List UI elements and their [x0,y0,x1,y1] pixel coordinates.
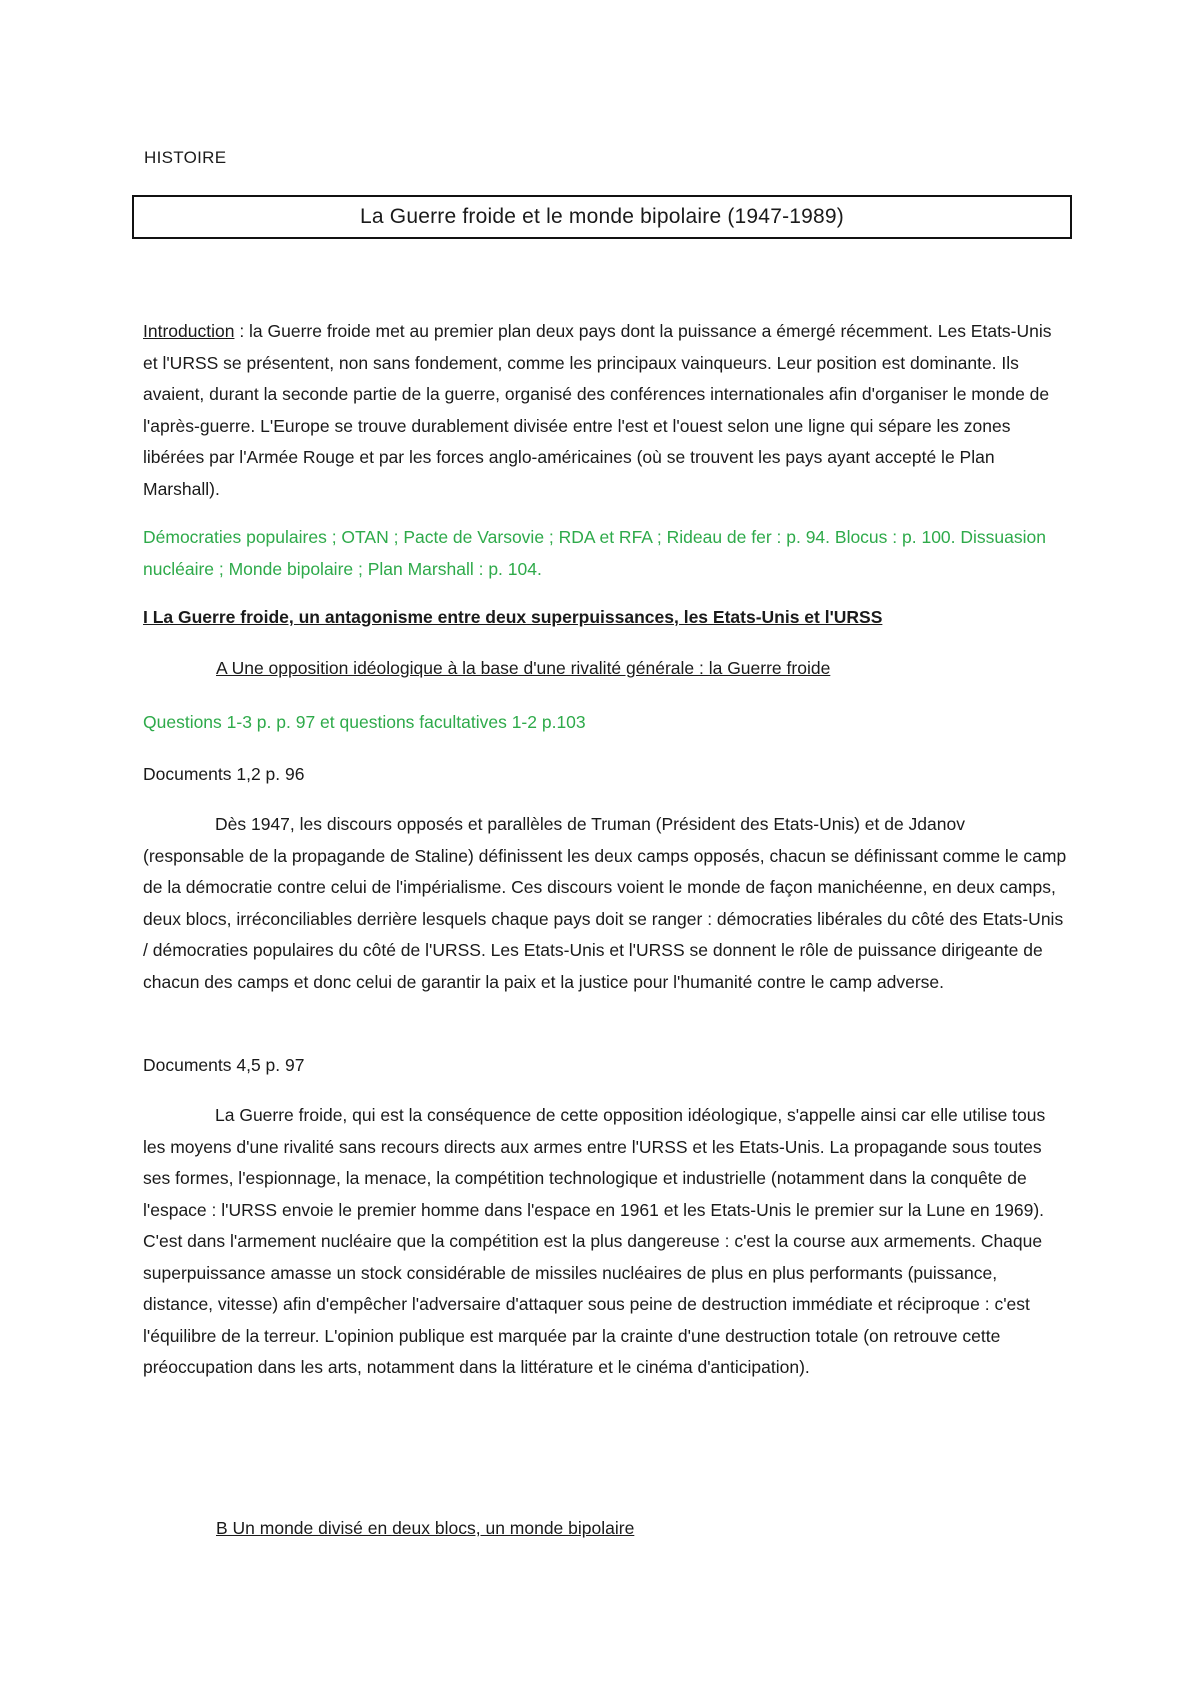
section-a-heading: A Une opposition idéologique à la base d'une rivalité générale : la Guerre froide [216,658,831,678]
keywords-paragraph: Démocraties populaires ; OTAN ; Pacte de Varsovie ; RDA et RFA ; Rideau de fer : p. 94. Blocus : p. 100. Dissuasion nucléaire ; Monde bipolaire ; Plan Marshall : p. 104. [143,527,1046,579]
intro-text: : la Guerre froide met au premier plan deux pays dont la puissance a émergé récemment. Les Etats-Unis et l'URSS se présentent, non sans fondement, comme les principaux vainqueurs. Leur position est dominante. Ils avaient, durant la seconde partie de la guerre, organisé des conférences internationales afin d'organiser le monde de l'après-guerre. L'Europe se trouve durablement divisée entre l'est et l'ouest selon une ligne qui sépare les zones libérées par l'Armée Rouge et par les forces anglo-américaines (où se trouvent les pays ayant accepté le Plan Marshall). [143,321,1052,499]
questions-line: Questions 1-3 p. p. 97 et questions facultatives 1-2 p.103 [143,712,586,732]
subject-label: HISTOIRE [144,148,227,167]
paragraph-1: Dès 1947, les discours opposés et parallèles de Truman (Président des Etats-Unis) et de Jdanov (responsable de la propagande de Staline) définissent les deux camps opposés, chacun se définissant comme le camp de la démocratie contre celui de l'impérialisme. Ces discours voient le monde de façon manichéenne, en deux camps, deux blocs, irréconciliables derrière lesquels chaque pays doit se ranger : démocraties libérales du côté des Etats-Unis / démocraties populaires du côté de l'URSS. Les Etats-Unis et l'URSS se donnent le rôle de puissance dirigeante de chacun des camps et donc celui de garantir la paix et la justice pour l'humanité contre le camp adverse. [143,814,1067,992]
intro-label: Introduction [143,321,235,341]
document-title: La Guerre froide et le monde bipolaire (1947-1989) [360,205,844,228]
section-i-heading: I La Guerre froide, un antagonisme entre deux superpuissances, les Etats-Unis et l'URSS [143,607,883,627]
documents-ref-1: Documents 1,2 p. 96 [143,764,305,784]
intro-paragraph [143,316,1068,505]
title-box [132,195,1072,239]
section-b-heading: B Un monde divisé en deux blocs, un monde bipolaire [216,1518,635,1538]
paragraph-2: La Guerre froide, qui est la conséquence de cette opposition idéologique, s'appelle ainsi car elle utilise tous les moyens d'une rivalité sans recours directs aux armes entre l'URSS et les Etats-Unis. La propagande sous toutes ses formes, l'espionnage, la menace, la compétition technologique et industrielle (notamment dans la conquête de l'espace : l'URSS envoie le premier homme dans l'espace en 1961 et les Etats-Unis le premier sur la Lune en 1969). C'est dans l'armement nucléaire que la compétition est la plus dangereuse : c'est la course aux armements. Chaque superpuissance amasse un stock considérable de missiles nucléaires de plus en plus performants (puissance, distance, vitesse) afin d'empêcher l'adversaire d'attaquer sous peine de destruction immédiate et réciproque : c'est l'équilibre de la terreur. L'opinion publique est marquée par la crainte d'une destruction totale (on retrouve cette préoccupation dans les arts, notamment dans la littérature et le cinéma d'anticipation). [143,1105,1046,1377]
documents-ref-2: Documents 4,5 p. 97 [143,1055,305,1075]
